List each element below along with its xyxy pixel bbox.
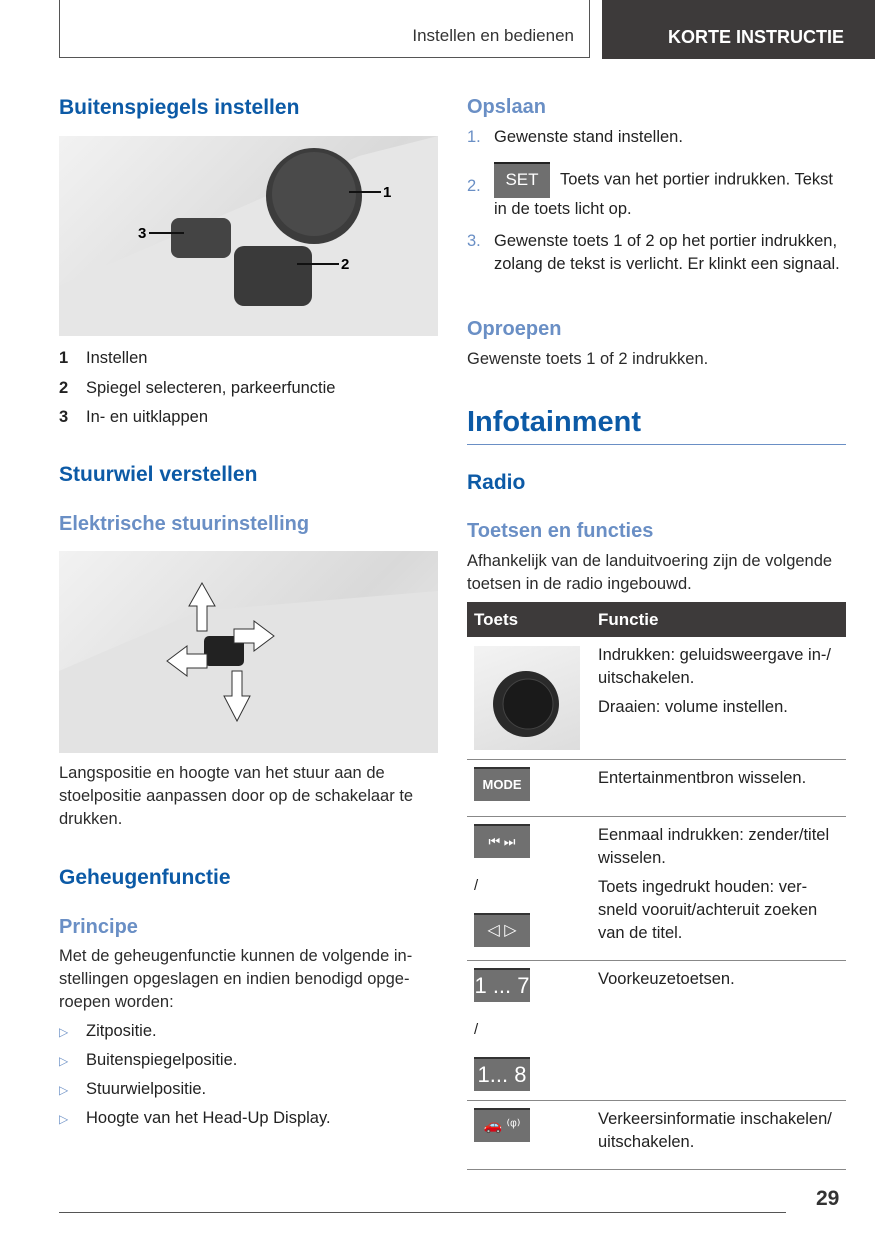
legend-item [59,349,438,379]
table-row [467,760,846,817]
page-number: 29 [816,1187,840,1210]
col-header-function: Functie [591,602,846,637]
step-text-wrap [494,162,846,221]
list-item [59,1022,438,1051]
step-num: 2. [467,177,481,195]
legend-num: 1 [59,349,69,367]
legend-item [59,379,438,409]
svg-text:1: 1 [383,184,392,201]
table-row [467,817,846,961]
memory-heading: Geheugenfunctie [59,866,231,889]
step [467,230,846,276]
table-row [467,1101,846,1170]
triangle-bullet-icon: ▷ [59,1025,69,1039]
legend-label: Spiegel selecteren, parkeerfunctie [86,378,336,397]
table-header [467,602,846,637]
list-item-text: Hoogte van het Head-Up Display. [86,1109,331,1127]
keys-text: Afhankelijk van de landuitvoering zijn de volgende toetsen in de radio ingebouwd. [467,552,833,593]
section-title: Instellen en bedienen [412,26,574,45]
step-text: Gewenste toets 1 of 2 op het portier indrukken, zolang de tekst is verlicht. Er klinkt een signaal. [494,232,840,273]
seek-key: ◁ ▷ [474,913,530,947]
col-header-key: Toets [467,602,591,637]
function-text: Draaien: volume instellen. [598,698,788,716]
recall-heading: Oproepen [467,318,562,340]
step-num: 1. [467,128,481,146]
table-row [467,961,846,1101]
list-item-text: Stuurwielpositie. [86,1080,207,1098]
svg-text:3: 3 [138,225,147,242]
steering-switch-image [59,551,438,753]
memory-subheading: Principe [59,916,138,938]
recall-text: Gewenste toets 1 of 2 indrukken. [467,350,709,368]
list-item [59,1080,438,1109]
legend-label: Instellen [86,349,148,367]
function-text: Indrukken: geluidsweergave in-/ uitschakelen. [598,646,831,687]
list-item-text: Buitenspiegelpositie. [86,1051,238,1069]
function-text: Verkeersinformatie inschakelen/ uitschakelen. [598,1110,832,1151]
mirror-legend [59,349,438,438]
header-box [59,0,590,58]
heading-rule [467,444,846,445]
volume-knob-image [474,646,580,750]
steering-subheading: Elektrische stuurinstelling [59,513,310,535]
traffic-info-icon: 🚗 ⁽ᵠ⁾ [474,1108,530,1142]
svg-text:2: 2 [341,256,350,273]
radio-heading: Radio [467,471,526,494]
function-text: Voorkeuzetoetsen. [598,970,735,988]
list-item [59,1109,438,1138]
steering-text: Langspositie en hoogte van het stuur aan de stoelpositie aanpassen door op de schakelaar te drukken. [59,764,414,828]
infotainment-heading: Infotainment [467,406,641,438]
triangle-bullet-icon: ▷ [59,1083,69,1097]
skip-key: ⏮ ⏭ [474,824,530,858]
mirrors-heading: Buitenspiegels instellen [59,96,300,119]
step [467,126,846,149]
step-num: 3. [467,232,481,250]
save-steps [467,126,846,285]
legend-num: 3 [59,408,69,426]
table-row [467,637,846,760]
step-text: Toets van het portier indrukken. Tekst in de toets licht op. [494,170,834,218]
list-item [59,1051,438,1080]
chapter-tab: KORTE INSTRUCTIE [602,0,875,59]
steering-heading: Stuurwiel verstellen [59,463,258,486]
legend-label: In- en uitklappen [86,408,209,426]
keys-subheading: Toetsen en functies [467,520,654,542]
separator: / [474,1021,479,1038]
memory-list [59,1022,438,1138]
function-text: Entertainmentbron wisselen. [598,769,807,787]
mode-key: MODE [474,767,530,801]
triangle-bullet-icon: ▷ [59,1112,69,1126]
legend-num: 2 [59,378,69,397]
keys-table [467,602,846,1170]
footer-rule [59,1212,786,1213]
step [467,162,846,221]
save-heading: Opslaan [467,96,546,118]
function-text: Toets ingedrukt houden: versneld vooruit/achteruit zoeken van de titel. [598,878,818,942]
memory-text: Met de geheugenfunctie kunnen de volgende instellingen opgeslagen en indien benodigd opgeroepen worden: [59,947,413,1011]
legend-item [59,408,438,438]
list-item-text: Zitpositie. [86,1022,157,1040]
triangle-bullet-icon: ▷ [59,1054,69,1068]
step-text: Gewenste stand instellen. [494,128,683,146]
separator: / [474,877,479,894]
mirror-controls-image [59,136,438,336]
preset-key-8: 1... 8 [474,1057,530,1091]
set-key: SET [494,162,550,198]
preset-key-7: 1 ... 7 [474,968,530,1002]
function-text: Eenmaal indrukken: zender/titel wisselen. [598,826,830,867]
